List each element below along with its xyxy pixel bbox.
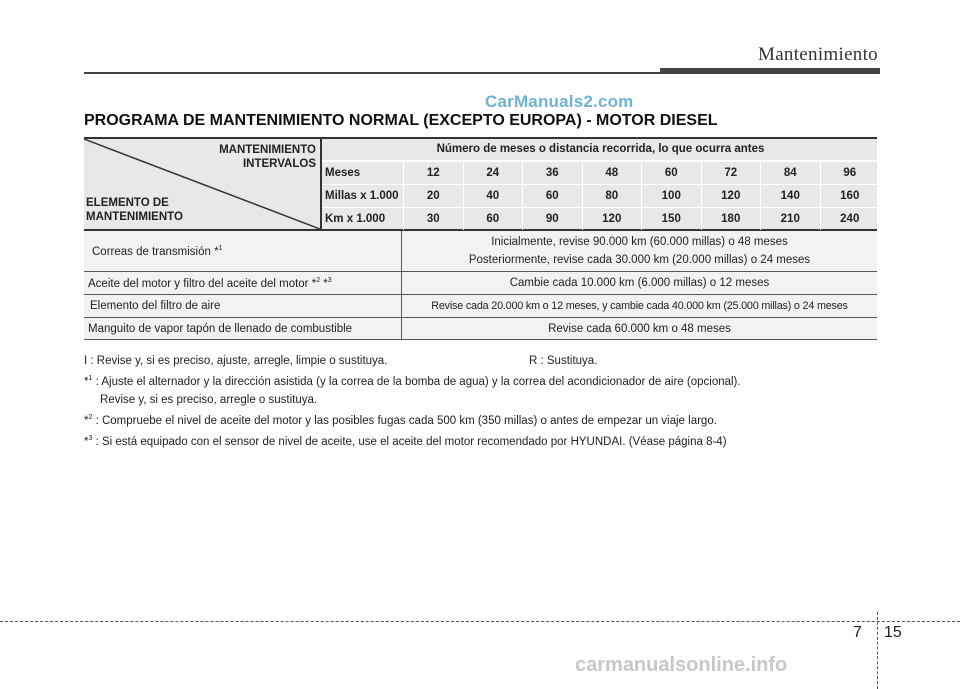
page-number: 15 <box>884 624 902 641</box>
table-row <box>84 318 877 340</box>
element-cell: Elemento del filtro de aire <box>84 295 402 317</box>
note-i: I : Revise y, si es preciso, ajuste, arregle, limpie o sustituya. <box>84 355 388 367</box>
interval-title: Número de meses o distancia recorrida, lo que ocurra antes <box>322 139 879 161</box>
note-r: R : Sustituya. <box>529 355 598 367</box>
header-row-miles: Millas x 1.000 20 40 60 80 100 120 140 160 <box>322 184 879 207</box>
page-title: PROGRAMA DE MANTENIMIENTO NORMAL (EXCEPTO EUROPA) - MOTOR DIESEL <box>84 112 718 129</box>
header-rule <box>84 72 744 74</box>
footer-rule <box>0 621 960 622</box>
maintenance-table <box>84 137 877 340</box>
table-row <box>84 231 877 272</box>
element-cell: Correas de transmisión *$^1$ <box>84 231 402 271</box>
header-row-km: Km x 1.000 30 60 90 120 150 180 210 240 <box>322 207 879 230</box>
interval-cell: Cambie cada 10.000 km (6.000 millas) o 12 meses <box>509 277 770 289</box>
table-row <box>84 295 877 318</box>
footnotes <box>84 352 741 450</box>
element-cell: Manguito de vapor tapón de llenado de combustible <box>84 318 402 339</box>
watermark: CarManuals2.com <box>485 92 634 111</box>
note-1-cont: Revise y, si es preciso, arregle o sustituya. <box>100 393 318 406</box>
chapter-number: 7 <box>853 624 862 641</box>
header-row-months: Meses 12 24 36 48 60 72 84 96 <box>322 161 879 184</box>
table-row <box>84 272 877 295</box>
footer-divider <box>877 612 878 689</box>
interval-cell: Revise cada 20.000 km o 12 meses, y cambie cada 40.000 km (25.000 millas) o 24 meses <box>431 300 848 312</box>
interval-header <box>320 139 879 229</box>
site-watermark: carmanualsonline.info <box>575 654 788 676</box>
corner-label-element: ELEMENTO DE MANTENIMIENTO <box>86 197 183 223</box>
element-cell: Aceite del motor y filtro del aceite del motor *$^2$ *$^3$ <box>84 272 402 294</box>
note-3: *$^3$ : Si está equipado con el sensor de nivel de aceite, use el aceite del motor recomendado por HYUNDAI. (Véase página 8-4) <box>84 434 727 448</box>
note-1: *$^1$ : Ajuste el alternador y la dirección asistida (y la correa de la bomba de agua) y la correa del acondicionador de aire (opcional). <box>84 375 741 388</box>
interval-cell: Inicialmente, revise 90.000 km (60.000 millas) o 48 meses Posteriormente, revise cada 30.000 km (20.000 millas) o 24 meses <box>468 236 811 266</box>
interval-cell: Revise cada 60.000 km o 48 meses <box>548 322 731 335</box>
note-2: *$^2$ : Compruebe el nivel de aceite del motor y las posibles fugas cada 500 km (350 millas) o antes de empezar un viaje largo. <box>84 413 717 427</box>
corner-label-intervals: MANTENIMIENTO INTERVALOS <box>219 144 316 170</box>
table-header <box>84 139 877 231</box>
header-rule-accent <box>660 68 880 74</box>
section-title: Mantenimiento <box>758 44 878 65</box>
